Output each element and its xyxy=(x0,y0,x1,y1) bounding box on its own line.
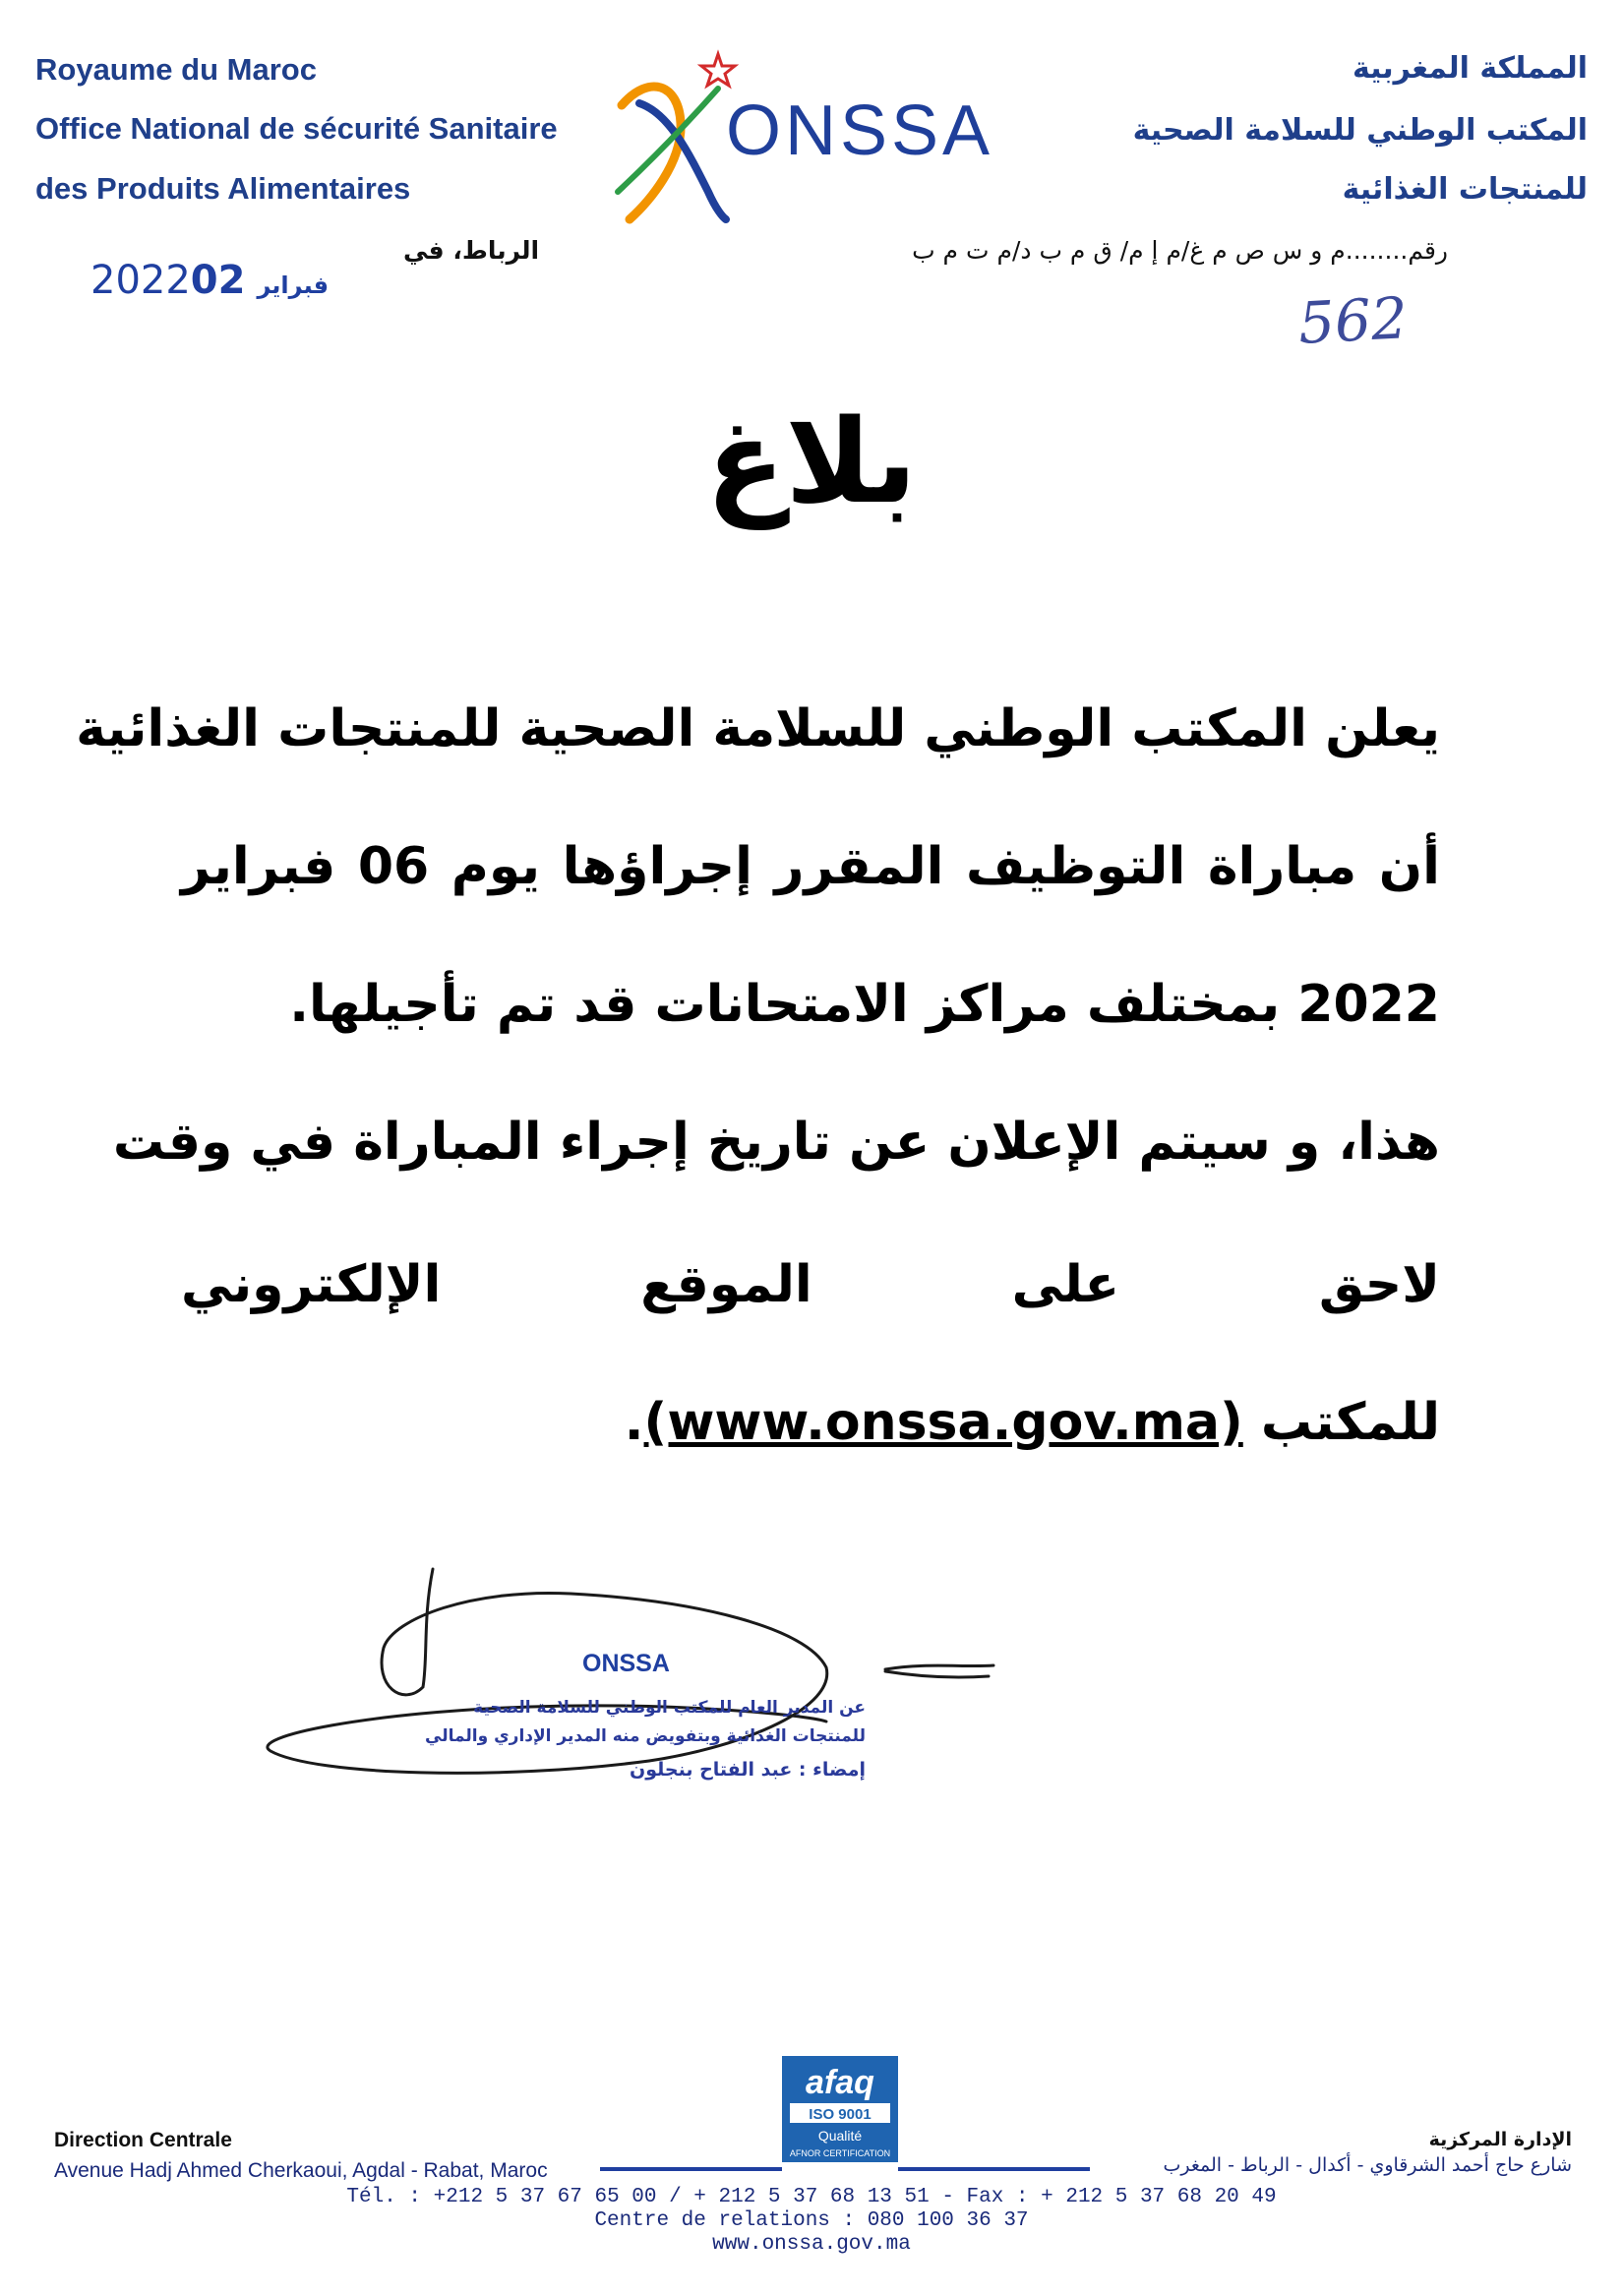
header-ar-products: للمنتجات الغذائية xyxy=(1342,172,1588,207)
footer-relations: Centre de relations : 080 100 36 37 xyxy=(594,2209,1029,2232)
header-ar-kingdom: المملكة المغربية xyxy=(1352,51,1588,86)
footer-phone-fax: Tél. : +212 5 37 67 65 00 / + 212 5 37 68 13 51 - Fax : + 212 5 37 68 20 49 xyxy=(346,2186,1277,2208)
header-fr-kingdom: Royaume du Maroc xyxy=(35,52,317,87)
footer-direction-title-ar: الإدارة المركزية xyxy=(1428,2129,1572,2150)
reference-number-line: رقم........م و س ص م غ/م إ م/ ق م ب د/م ت م ب xyxy=(912,236,1448,265)
body-line-6-prefix: للمكتب xyxy=(1260,1393,1440,1452)
date-stamp xyxy=(90,258,340,303)
handwritten-number: 562 xyxy=(1296,284,1410,357)
body-line-6 xyxy=(624,1393,1440,1452)
footer-website[interactable]: www.onssa.gov.ma xyxy=(712,2233,911,2256)
document-title: بلاغ xyxy=(705,393,918,529)
body-line-2: أن مباراة التوظيف المقرر إجراؤها يوم 06 فبراير xyxy=(181,837,1440,896)
body-line-1: يعلن المكتب الوطني للسلامة الصحية للمنتجات الغذائية xyxy=(76,699,1440,758)
footer-address-fr: Avenue Hadj Ahmed Cherkaoui, Agdal - Rabat, Maroc xyxy=(54,2159,548,2182)
body-line-3: 2022 بمختلف مراكز الامتحانات قد تم تأجيلها. xyxy=(289,975,1440,1034)
stamp-logo: ONSSA xyxy=(582,1650,670,1677)
afaq-iso-badge xyxy=(782,2056,898,2162)
footer-divider-right xyxy=(898,2167,1090,2171)
header-fr-office: Office National de sécurité Sanitaire xyxy=(35,111,558,146)
logo-text: ONSSA xyxy=(726,91,994,170)
afaq-quality: Qualité xyxy=(817,2128,863,2144)
footer-address-ar: شارع حاج أحمد الشرقاوي - أكدال - الرباط - المغرب xyxy=(1163,2154,1572,2176)
header-ar-office: المكتب الوطني للسلامة الصحية xyxy=(1132,113,1588,148)
date-stamp-year: 2022 xyxy=(90,258,191,303)
afaq-iso: ISO 9001 xyxy=(809,2106,872,2123)
footer-divider-left xyxy=(600,2167,782,2171)
stamp-line-2: للمنتجات الغذائية وبتفويض منه المدير الإداري والمالي xyxy=(425,1726,866,1746)
body-line-5: لاحق على الموقع الإلكتروني xyxy=(181,1255,1440,1314)
website-link[interactable]: (www.onssa.gov.ma) xyxy=(643,1393,1243,1452)
body-line-6-suffix: . xyxy=(624,1393,644,1452)
date-stamp-day: 02 xyxy=(190,258,246,303)
onssa-logo xyxy=(610,44,1023,231)
footer-direction-title: Direction Centrale xyxy=(54,2129,232,2151)
stamp-line-3: إمضاء : عبد الفتاح بنجلون xyxy=(630,1759,866,1781)
place-label: الرباط، في xyxy=(403,236,540,265)
stamp-line-1: عن المدير العام للمكتب الوطني للسلامة الصحية xyxy=(473,1698,866,1718)
date-stamp-month: فبراير xyxy=(257,272,330,299)
body-line-4: هذا، و سيتم الإعلان عن تاريخ إجراء المباراة في وقت xyxy=(112,1113,1440,1172)
afaq-cert: AFNOR CERTIFICATION xyxy=(789,2148,891,2158)
header-fr-products: des Produits Alimentaires xyxy=(35,171,411,206)
afaq-brand: afaq xyxy=(806,2064,874,2101)
